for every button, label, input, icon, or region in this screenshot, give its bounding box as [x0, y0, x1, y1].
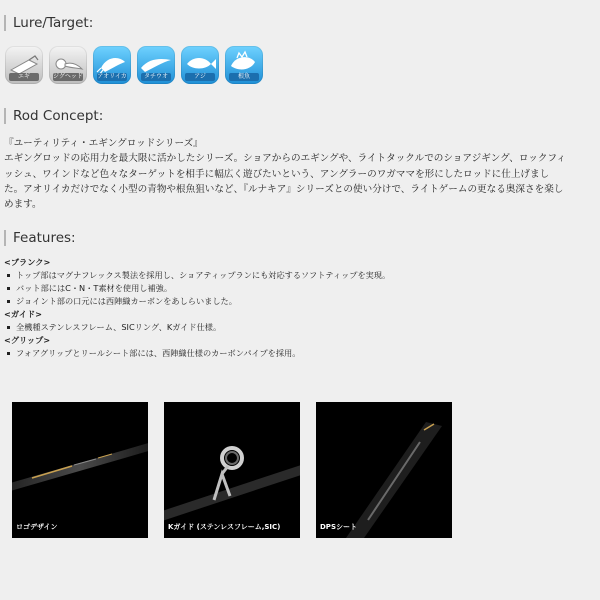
squid-icon	[93, 46, 131, 84]
rod-concept-body	[4, 136, 596, 212]
horse-mackerel-icon	[181, 46, 219, 84]
feature-item: 全機種ステンレスフレーム、SICリング、Kガイド仕様。	[4, 321, 596, 334]
hairtail-icon	[137, 46, 175, 84]
concept-line: めます。	[4, 199, 42, 211]
series-title: 『ユーティリティ・エギングロッドシリーズ』	[4, 138, 203, 149]
photo-caption: DPSシート	[320, 523, 357, 531]
rod-concept-heading: Rod Concept:	[4, 108, 103, 124]
features-list	[4, 256, 596, 360]
feature-item: ジョイント部の口元には西陣織カーボンをあしらいました。	[4, 295, 596, 308]
feature-item: トップ部はマグナフレックス製法を採用し、ショアティップランにも対応するソフトティップを実現。	[4, 269, 596, 282]
icon-label: エギ	[9, 73, 39, 81]
feature-item: バット部にはC・N・T素材を使用し補強。	[4, 282, 596, 295]
feature-category: <ブランク>	[4, 257, 51, 267]
icon-label: タチウオ	[141, 73, 171, 81]
photo-caption: ロゴデザイン	[16, 523, 58, 531]
target-icons	[5, 46, 263, 84]
dps-seat-photo	[316, 402, 452, 538]
egi-icon	[5, 46, 43, 84]
features-heading: Features:	[4, 230, 76, 246]
jighead-icon	[49, 46, 87, 84]
concept-line: た。アオリイカだけでなく小型の青物や根魚狙いなど、『ルナキア』シリーズとの使い分けで、ライトゲームの更なる奥深さを楽し	[4, 183, 564, 195]
concept-line: ッシュ、ワインドなど色々なターゲットを相手に幅広く遊びたいという、アングラーのワガママを形にしたロッドに仕上げまし	[4, 168, 550, 180]
feature-category: <グリップ>	[4, 335, 51, 345]
photo-caption: Kガイド (ステンレスフレーム,SIC)	[168, 523, 281, 531]
feature-category: <ガイド>	[4, 309, 43, 319]
lure-target-heading: Lure/Target:	[4, 15, 93, 31]
icon-label: アジ	[185, 73, 215, 81]
icon-label: 根魚	[229, 73, 259, 81]
icon-label: アオリイカ	[97, 73, 127, 80]
k-guide-photo	[164, 402, 300, 538]
logo-design-photo	[12, 402, 148, 538]
rockfish-icon	[225, 46, 263, 84]
icon-label: ジグヘッド	[53, 73, 83, 80]
concept-line: エギングロッドの応用力を最大限に活かしたシリーズ。ショアからのエギングや、ライトタックルでのショアジギング、ロックフィ	[4, 153, 566, 165]
feature-item: フォアグリップとリールシート部には、西陣織仕様のカーボンパイプを採用。	[4, 347, 596, 360]
